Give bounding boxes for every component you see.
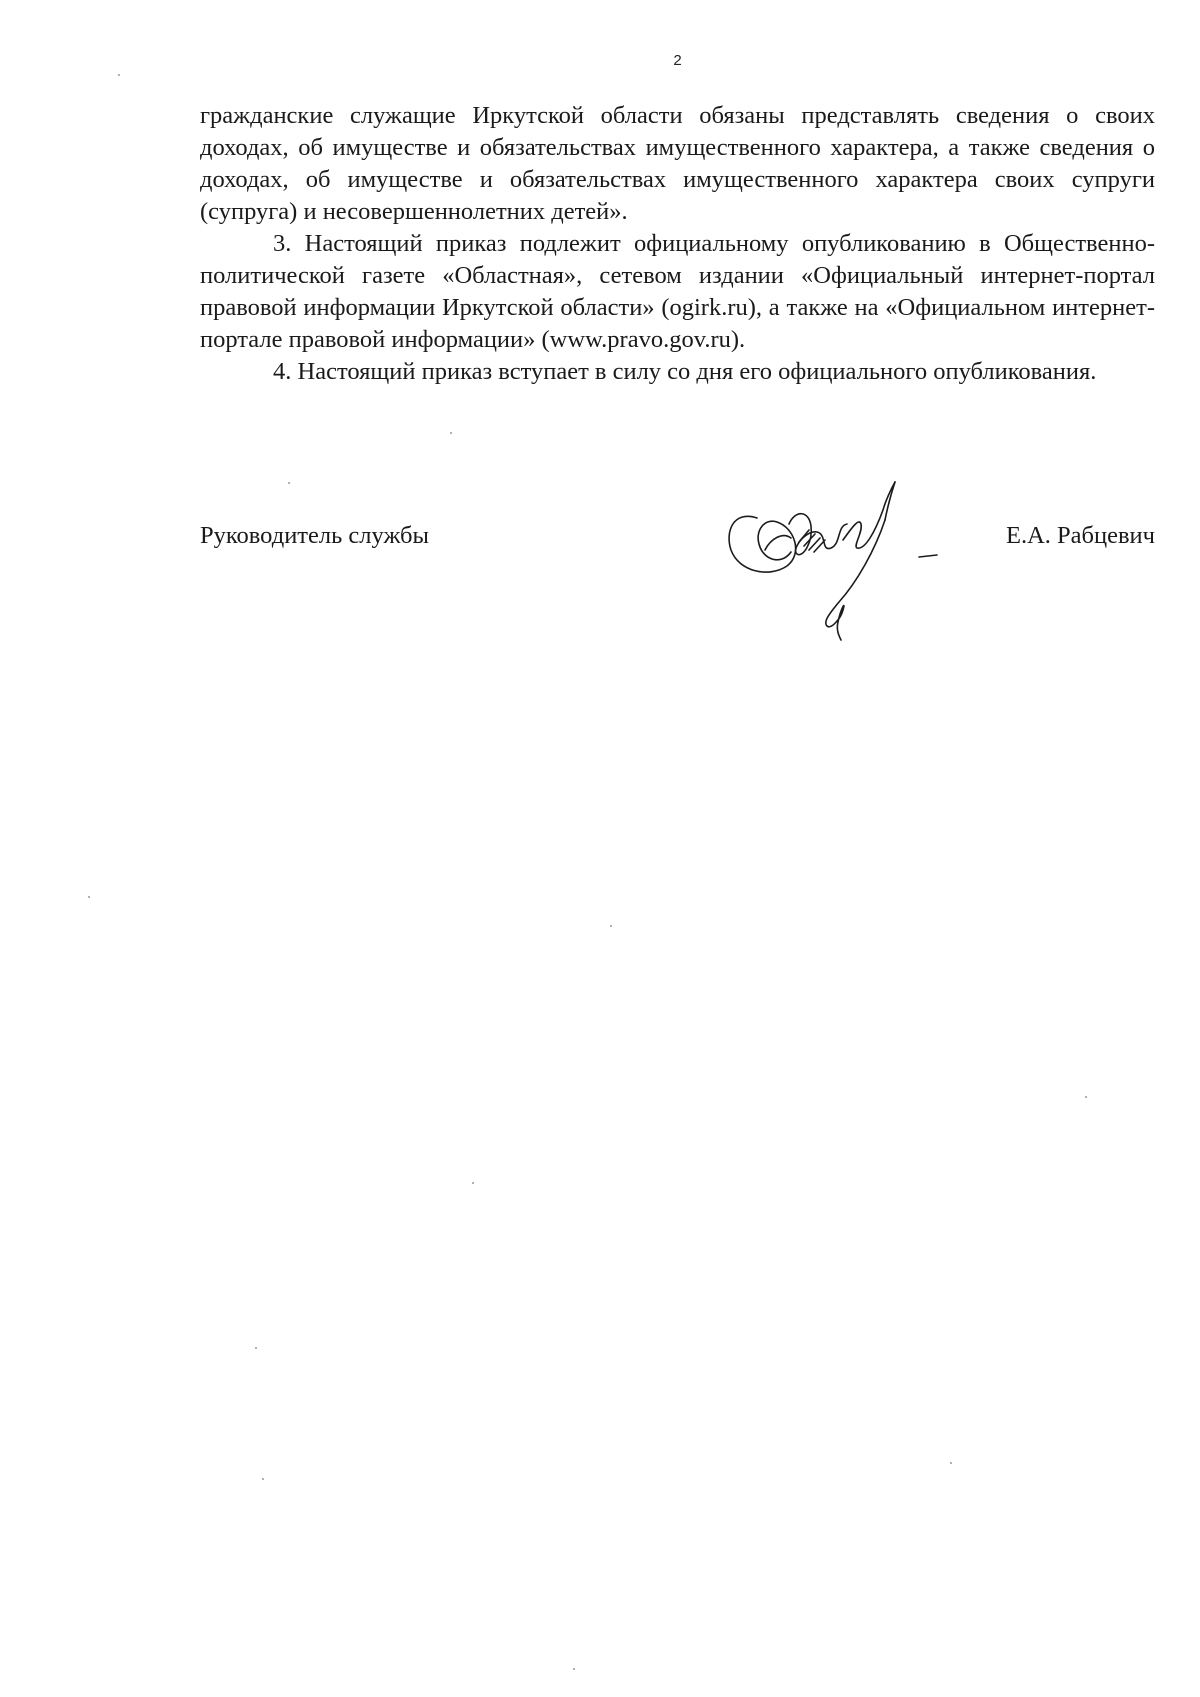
scan-speck xyxy=(1085,1096,1087,1098)
handwritten-signature-icon xyxy=(725,480,955,645)
signer-name: Е.А. Рабцевич xyxy=(1006,522,1155,549)
scan-speck xyxy=(262,1478,264,1480)
paragraph-continuation: гражданские служащие Иркутской области обязаны представлять сведения о своих доходах, об имуществе и обязательствах имущественного характера, а также сведения о доходах, об имуществе и обязательствах имущественного характера своих супруги (супруга) и несовершеннолетних детей». xyxy=(200,102,1155,225)
scan-speck xyxy=(450,432,452,434)
paragraph-item-3: 3. Настоящий приказ подлежит официальному опубликованию в Общественно-политической газете «Областная», сетевом издании «Официальный интернет-портал правовой информации Иркутской области» (ogirk.ru), а также на «Официальном интернет-портале правовой информации» (www.pravo.gov.ru). xyxy=(200,230,1155,353)
document-body xyxy=(200,100,1155,388)
scan-speck xyxy=(573,1668,575,1670)
scan-speck xyxy=(118,74,120,76)
page-number: 2 xyxy=(673,52,682,69)
scan-speck xyxy=(288,482,290,484)
paragraph-item-4: 4. Настоящий приказ вступает в силу со дня его официального опубликования. xyxy=(273,358,1097,385)
scan-speck xyxy=(610,925,612,927)
scan-speck xyxy=(950,1462,952,1464)
scan-speck xyxy=(472,1182,474,1184)
scan-speck xyxy=(88,896,90,898)
signer-title: Руководитель службы xyxy=(200,522,429,549)
scan-speck xyxy=(255,1347,257,1349)
